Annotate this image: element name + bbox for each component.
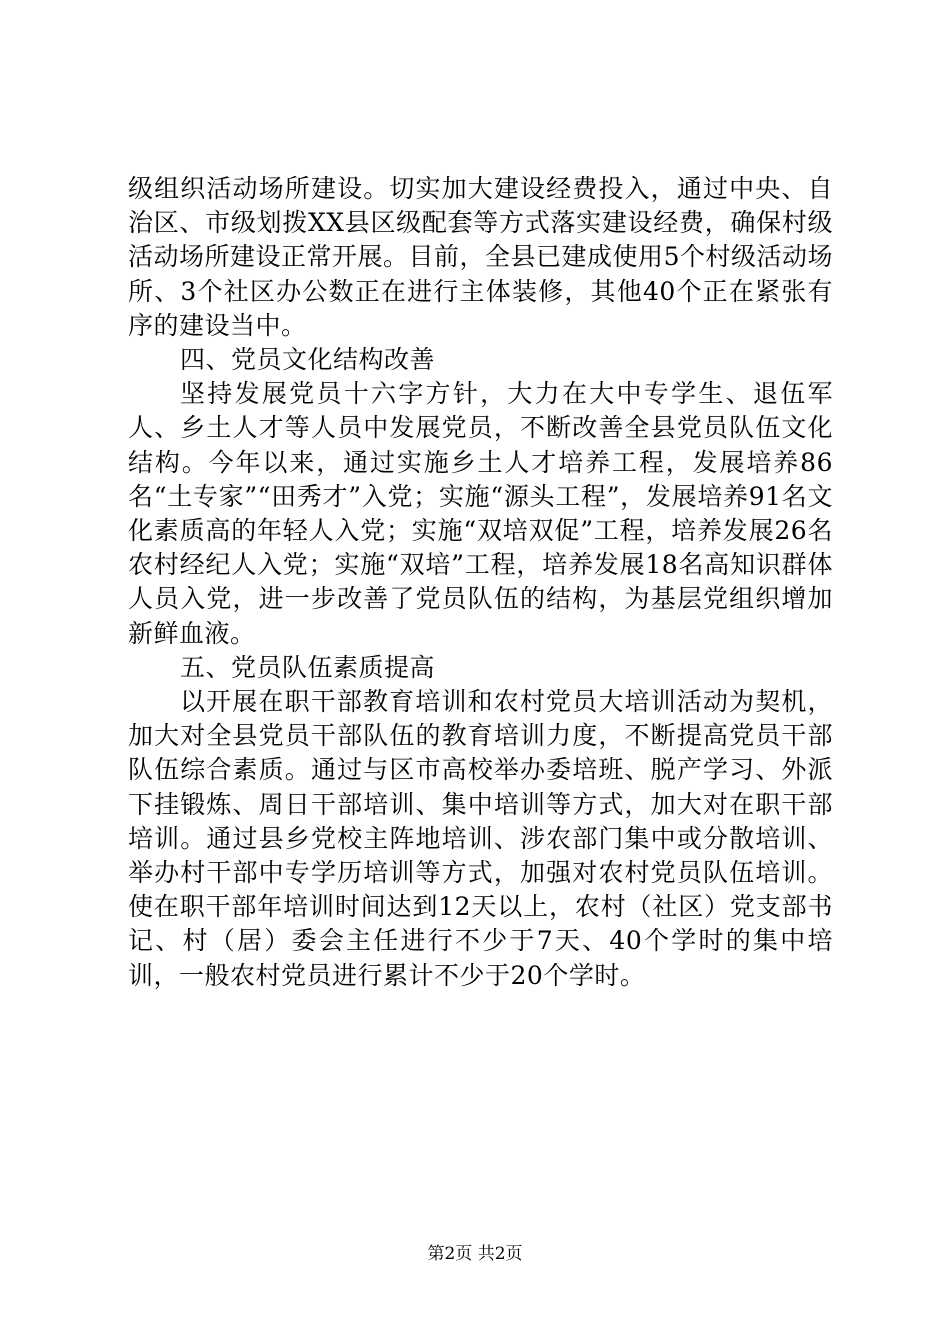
page-footer: 第2页 共2页 [427,1244,523,1264]
section-heading-4: 四、党员文化结构改善 [180,345,436,375]
paragraph-continuation: 级组织活动场所建设。切实加大建设经费投入，通过中央、自治区、市级划拨XX县区级配套等方式落实建设经费，确保村级活动场所建设正常开展。目前，全县已建成使用5个村级活动场所、3个社区办公数正在进行主体装修，其他40个正在紧张有序的建设当中。 [128,174,833,340]
paragraph-section-5: 以开展在职干部教育培训和农村党员大培训活动为契机，加大对全县党员干部队伍的教育培训力度，不断提高党员干部队伍综合素质。通过与区市高校举办委培班、脱产学习、外派下挂锻炼、周日干部培训、集中培训等方式，加大对在职干部培训。通过县乡党校主阵地培训、涉农部门集中或分散培训、举办村干部中专学历培训等方式，加强对农村党员队伍培训。使在职干部年培训时间达到12天以上，农村（社区）党支部书记、村（居）委会主任进行不少于7天、40个学时的集中培训，一般农村党员进行累计不少于20个学时。 [128,687,833,990]
document-body [128,172,833,993]
section-heading-5: 五、党员队伍素质提高 [180,652,436,682]
paragraph-section-4: 坚持发展党员十六字方针，大力在大中专学生、退伍军人、乡土人才等人员中发展党员，不断改善全县党员队伍文化结构。今年以来，通过实施乡土人才培养工程，发展培养86名“土专家”“田秀才”入党；实施“源头工程”，发展培养91名文化素质高的年轻人入党；实施“双培双促”工程，培养发展26名农村经纪人入党；实施“双培”工程，培养发展18名高知识群体人员入党，进一步改善了党员队伍的结构，为基层党组织增加新鲜血液。 [128,379,833,648]
